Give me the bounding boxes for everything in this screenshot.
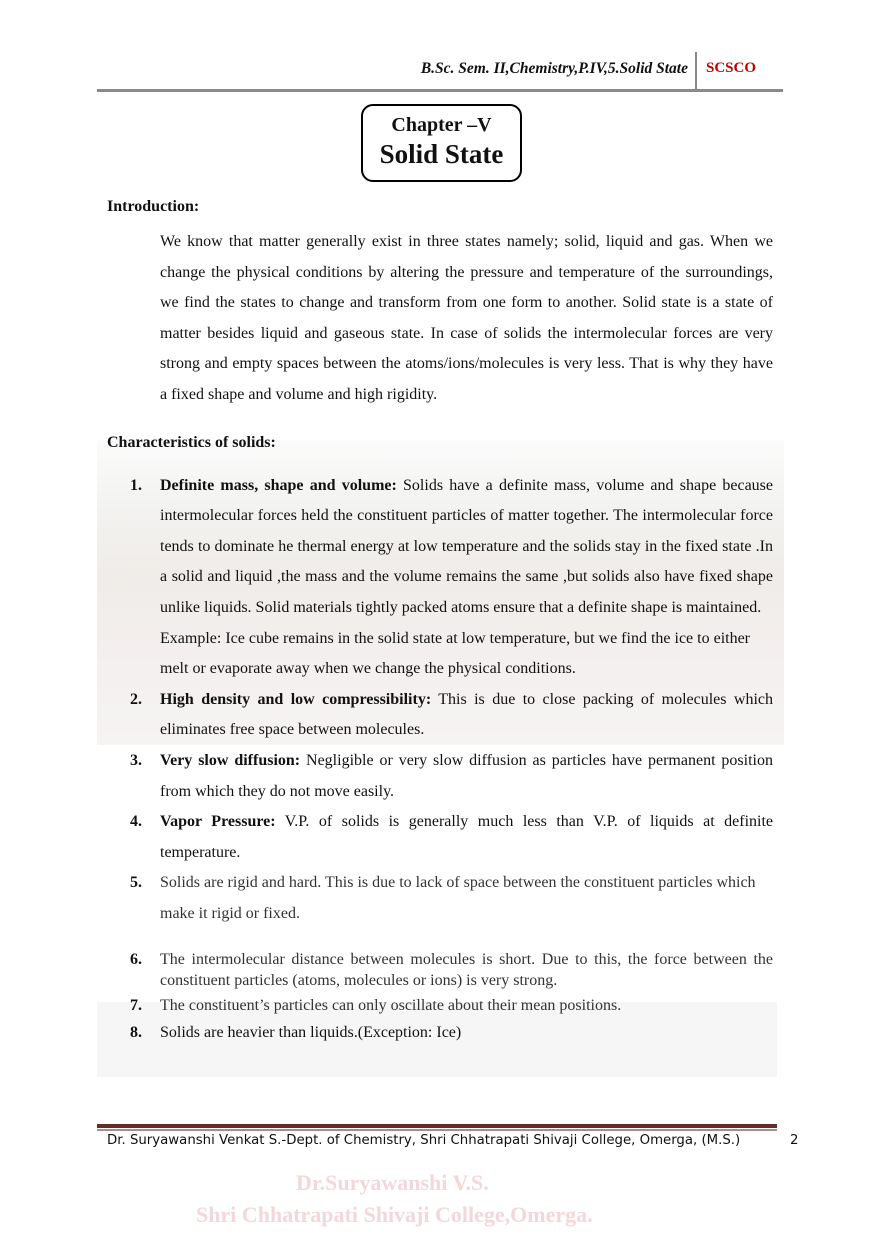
item-text: Solids are heavier than liquids.(Exception: Ice) [160, 1024, 462, 1042]
header-rule [97, 89, 783, 92]
item-text: The intermolecular distance between molecules is short. Due to this, the force between the constituent particles (atoms, molecules or ions) is very strong. [160, 951, 773, 990]
item-text: V.P. of solids is generally much less than V.P. of liquids at definite temperature. [160, 813, 773, 861]
item-text: The constituent’s particles can only oscillate about their mean positions. [160, 997, 622, 1015]
list-item-6 [130, 949, 773, 991]
item-text: This is due to close packing of molecules which eliminates free space between molecules. [160, 690, 773, 739]
item-title: High density and low compressibility: [160, 690, 432, 708]
item-number: 7. [130, 997, 142, 1015]
item-number: 6. [130, 951, 142, 969]
item-title: Definite mass, shape and volume: [160, 476, 397, 494]
footer-rule-thin [97, 1129, 777, 1131]
item-number: 4. [130, 813, 142, 831]
item-number: 2. [130, 690, 142, 708]
chapter-title-box [361, 104, 522, 182]
item-example: Example: Ice cube remains in the solid state at low temperature, but we find the ice to either melt or evaporate away when we change the physical conditions. [160, 629, 751, 678]
item-text: Solids are rigid and hard. This is due to lack of space between the constituent particles which make it rigid or fixed. [160, 874, 756, 922]
header-brand: SCSCO [706, 60, 757, 76]
item-text: Solids have a definite mass, volume and shape because intermolecular forces held the constituent particles of matter together. The intermolecular force tends to dominate he thermal energy at low temperature and the solids stay in the fixed state .In a solid and liquid ,the mass and the volume remains the same ,but solids also have fixed shape unlike liquids. Solid materials tightly packed atoms ensure that a definite shape is maintained. [160, 476, 773, 616]
item-title: Vapor Pressure: [160, 813, 276, 831]
footer-rule [97, 1124, 777, 1128]
list-item-8 [130, 1022, 773, 1043]
page-number: 2 [790, 1133, 799, 1148]
item-text: Negligible or very slow diffusion as particles have permanent position from which they do not move easily. [160, 751, 773, 800]
characteristics-list [107, 471, 773, 1044]
item-number: 5. [130, 874, 142, 892]
introduction-heading: Introduction: [107, 198, 200, 215]
watermark-line1: Dr.Suryawanshi V.S. [296, 1170, 489, 1195]
item-number: 1. [130, 476, 142, 494]
item-title: Very slow diffusion: [160, 751, 301, 769]
footer-text: Dr. Suryawanshi Venkat S.-Dept. of Chemistry, Shri Chhatrapati Shivaji College, Omerga, (M.S.) [107, 1133, 741, 1148]
list-item-1 [130, 471, 773, 685]
list-item-4 [130, 807, 773, 868]
characteristics-heading: Characteristics of solids: [107, 433, 276, 451]
page-body [107, 195, 773, 1043]
item-number: 8. [130, 1024, 142, 1042]
running-header: B.Sc. Sem. II,Chemistry,P.IV,5.Solid State [420, 60, 688, 77]
header-separator [695, 52, 697, 92]
introduction-paragraph: We know that matter generally exist in three states namely; solid, liquid and gas. When we change the physical conditions by altering the pressure and temperature of the surroundings, we find the states to change and transform from one form to another. Solid state is a state of matter besides liquid and gaseous state. In case of solids the intermolecular forces are very strong and empty spaces between the atoms/ions/molecules is very less. That is why they have a fixed shape and volume and high rigidity. [160, 233, 773, 403]
list-item-7 [130, 995, 773, 1016]
list-item-2 [130, 685, 773, 746]
chapter-label: Chapter –V [391, 114, 492, 136]
chapter-title: Solid State [379, 139, 504, 169]
item-number: 3. [130, 751, 142, 769]
list-item-3 [130, 746, 773, 807]
watermark-line2: Shri Chhatrapati Shivaji College,Omerga. [196, 1202, 593, 1227]
list-item-5 [130, 868, 773, 929]
